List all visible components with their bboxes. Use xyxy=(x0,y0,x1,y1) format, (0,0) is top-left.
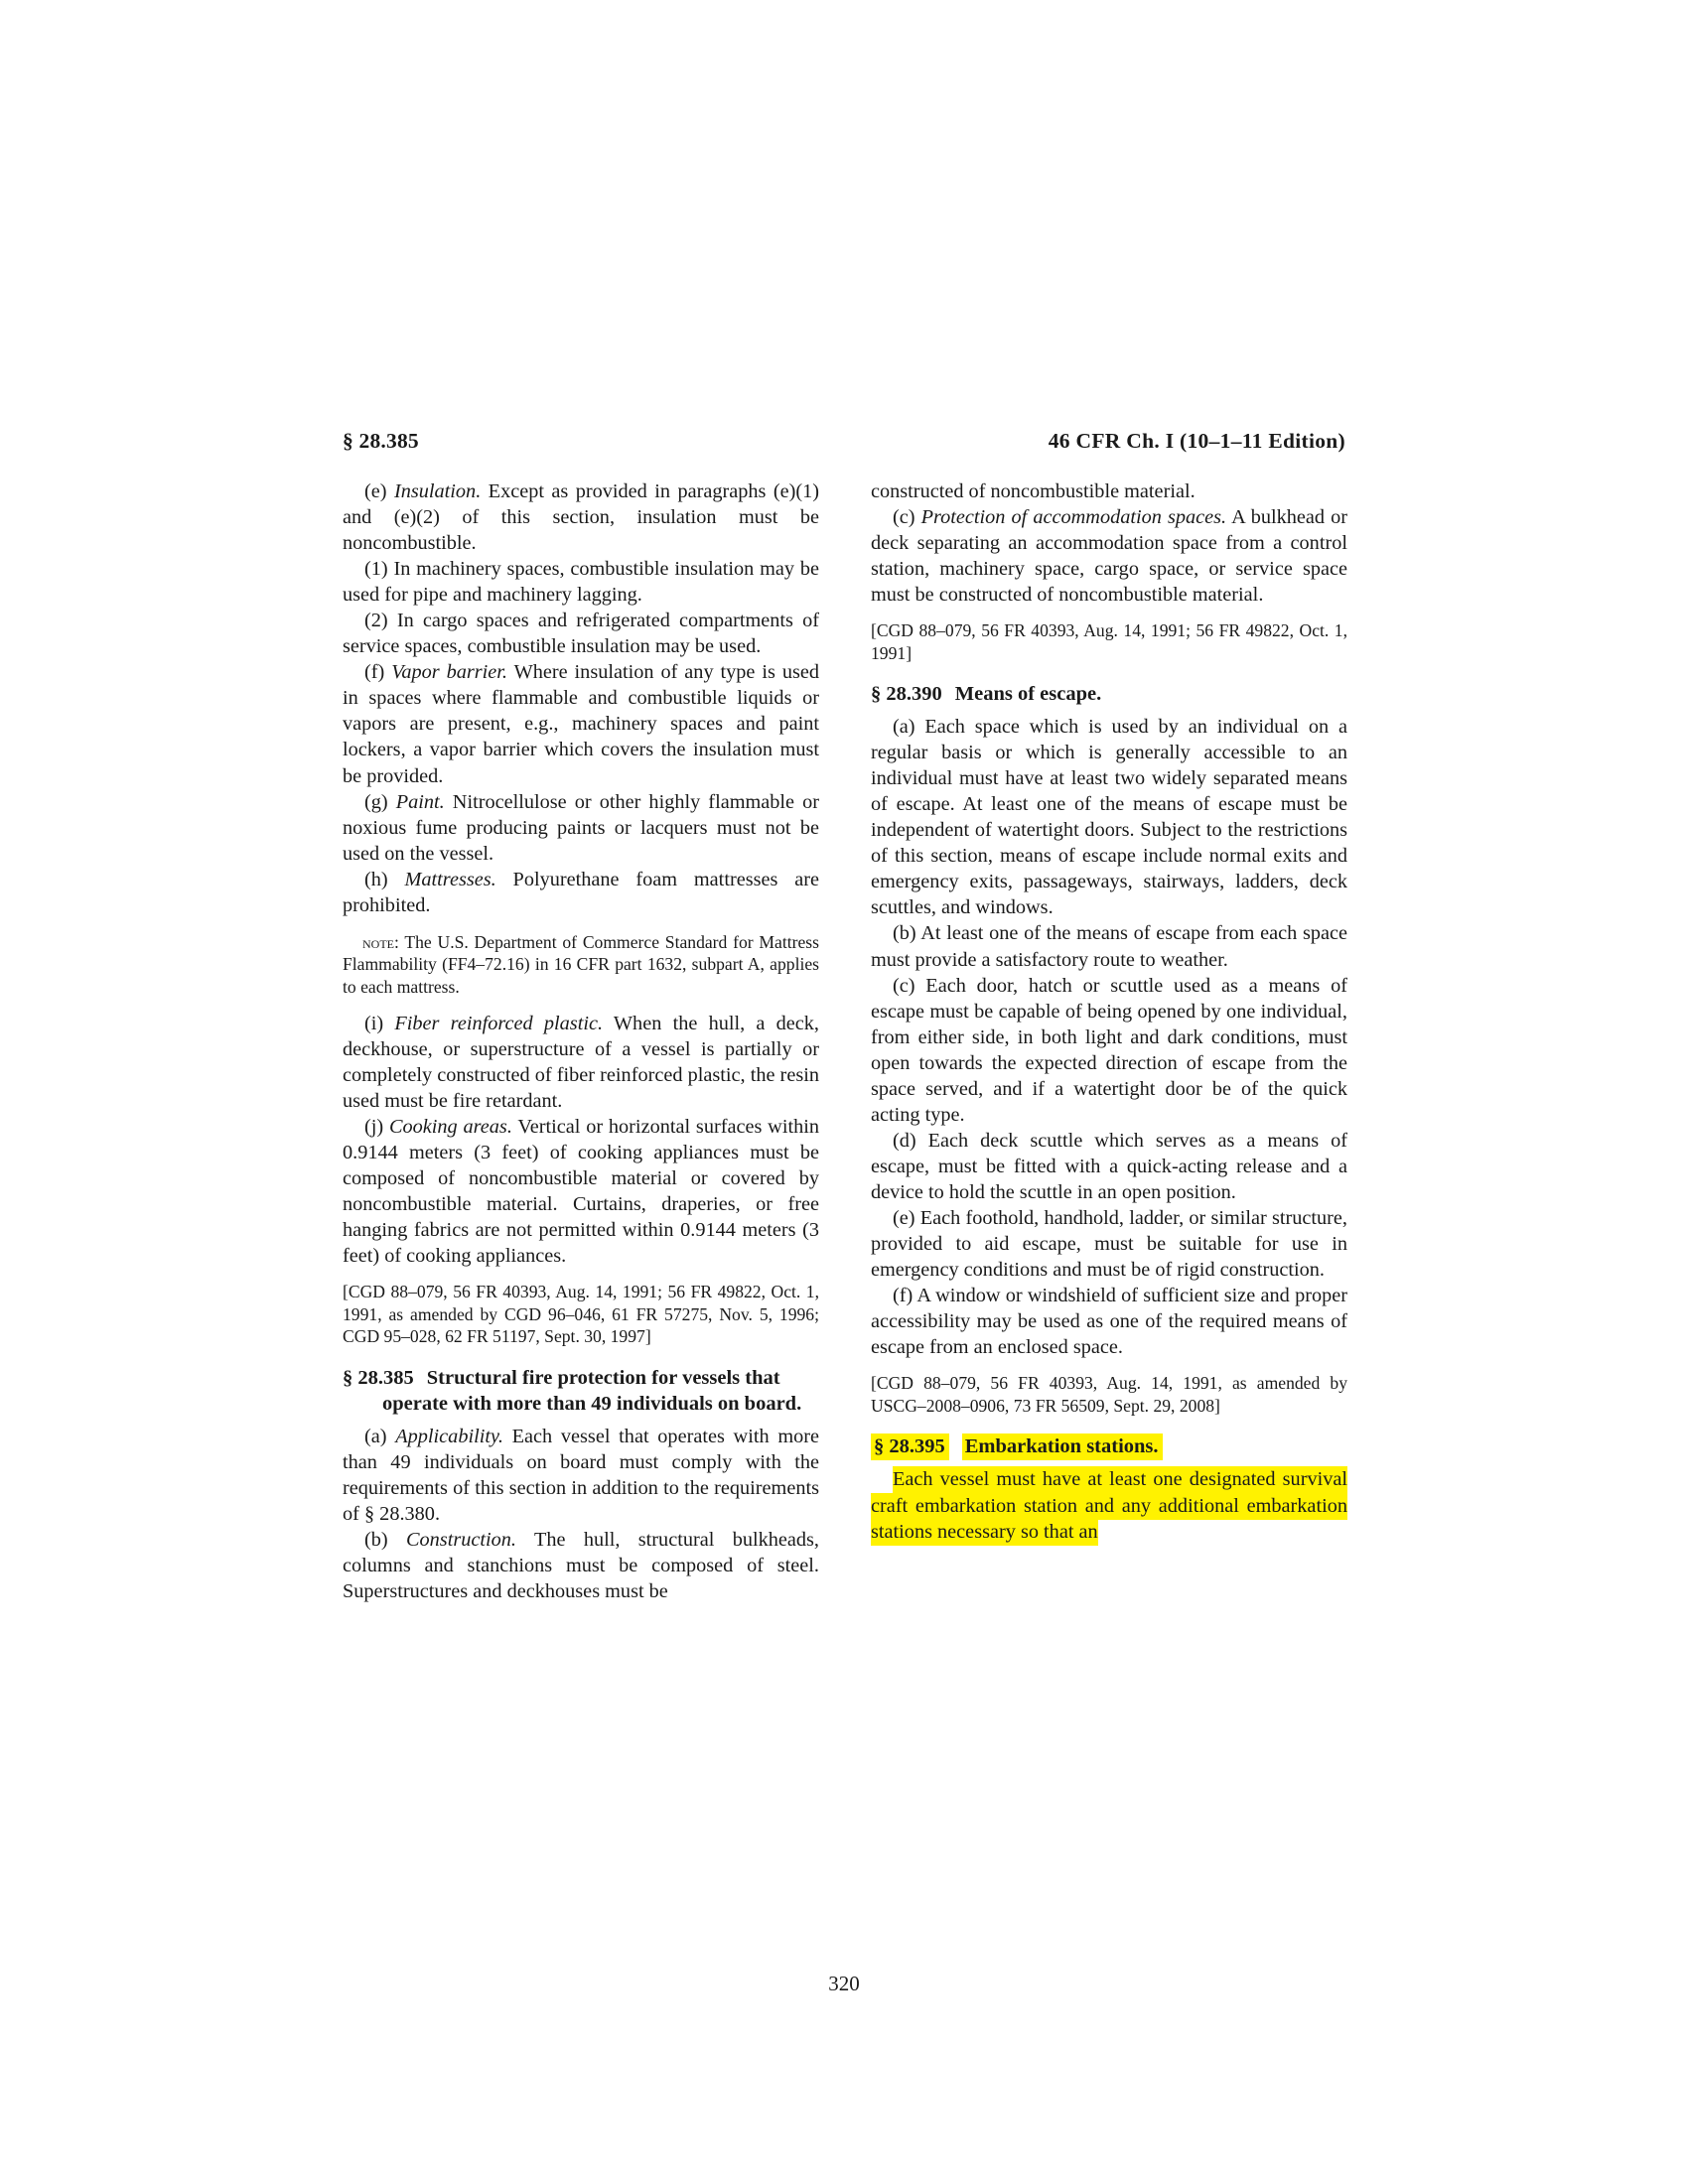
para-text: (2) In cargo spaces and refrigerated compartments of service spaces, combustible insulation may be used. xyxy=(343,610,819,658)
left-column xyxy=(343,478,819,1938)
para-run-in-heading: Fiber reinforced plastic. xyxy=(394,1013,604,1035)
para-label: (f) xyxy=(364,661,385,684)
para-text: Polyurethane foam mattresses are prohibited. xyxy=(343,868,819,916)
para-390-f: (f) A window or windshield of sufficient size and proper accessibility may be used as one of the required means of escape from an enclosed space. xyxy=(871,1285,1347,1359)
para-a-applicability xyxy=(343,1424,819,1527)
section-heading-28-385 xyxy=(343,1365,819,1417)
citation-block: [CGD 88–079, 56 FR 40393, Aug. 14, 1991; 56 FR 49822, Oct. 1, 1991, as amended by CGD 96–046, 61 FR 57275, Nov. 5, 1996; CGD 95–028, 62 FR 51197, Sept. 30, 1997] xyxy=(343,1282,819,1347)
para-390-e: (e) Each foothold, handhold, ladder, or similar structure, provided to aid escape, must be suitable for use in emergency conditions and must be of rigid construction. xyxy=(871,1206,1347,1282)
page-number: 320 xyxy=(828,1972,860,1995)
para-run-in-heading: Insulation. xyxy=(393,480,482,502)
section-title: Structural fire protection for vessels that operate with more than 49 individuals on board. xyxy=(382,1366,802,1415)
para-c-protection xyxy=(871,504,1347,608)
section-title: Embarkation stations. xyxy=(962,1433,1163,1460)
para-text: Except as provided in paragraphs (e)(1) and (e)(2) of this section, insulation must be noncombustible. xyxy=(343,480,819,555)
right-column xyxy=(871,478,1347,1938)
para-run-in-heading: Construction. xyxy=(406,1528,516,1551)
note-block xyxy=(343,931,819,998)
citation-block-2: [CGD 88–079, 56 FR 40393, Aug. 14, 1991, as amended by USCG–2008–0906, 73 FR 56509, Sept. 29, 2008] xyxy=(871,1373,1347,1416)
para-text: When the hull, a deck, deckhouse, or superstructure of a vessel is partially or completely constructed of fiber reinforced plastic, the resin used must be fire retardant. xyxy=(343,1013,820,1113)
para-e-1 xyxy=(343,556,819,608)
para-i-frp xyxy=(343,1011,819,1114)
section-heading-28-395 xyxy=(871,1433,1347,1459)
para-e-insulation xyxy=(343,478,819,556)
para-b-construction-continued: constructed of noncombustible material. xyxy=(871,480,1196,502)
para-label: (e) xyxy=(364,480,387,502)
para-label: (h) xyxy=(364,868,388,890)
para-label: (c) xyxy=(893,506,915,529)
running-head-edition: 46 CFR Ch. I (10–1–11 Edition) xyxy=(1048,429,1345,453)
citation-block-1: [CGD 88–079, 56 FR 40393, Aug. 14, 1991; 56 FR 49822, Oct. 1, 1991] xyxy=(871,620,1347,663)
para-text: Each vessel that operates with more than 49 individuals on board must comply with the requirements of this section in addition to the requirements of § 28.380. xyxy=(343,1425,819,1525)
note-text: The U.S. Department of Commerce Standard for Mattress Flammability (FF4–72.16) in 16 CFR part 1632, subpart A, applies to each mattress. xyxy=(343,931,819,997)
para-b-construction xyxy=(343,1527,819,1604)
para-390-a: (a) Each space which is used by an individual on a regular basis or which is generally accessible to an individual must have at least two widely separated means of escape. At least one of the means of escape must be independent of watertight doors. Subject to the restrictions of this section, means of escape include normal exits and emergency exits, passageways, stairways, ladders, deck scuttles, and windows. xyxy=(871,716,1347,919)
para-label: (j) xyxy=(364,1116,384,1139)
para-text: Vertical or horizontal surfaces within 0.9144 meters (3 feet) of cooking appliances must be composed of noncombustible material or covered by noncombustible material. Curtains, draperies, or free hanging fabrics are not permitted within 0.9144 meters (3 feet) of cooking appliances. xyxy=(343,1116,819,1268)
para-390-b: (b) At least one of the means of escape from each space must provide a satisfactory route to weather. xyxy=(871,922,1347,971)
para-text: The hull, structural bulkheads, columns and stanchions must be composed of steel. Superstructures and deckhouses must be xyxy=(343,1528,819,1603)
section-number: § 28.395 xyxy=(871,1433,949,1460)
para-run-in-heading: Vapor barrier. xyxy=(391,661,508,684)
note-label: note: xyxy=(362,931,399,952)
para-f-vapor-barrier xyxy=(343,659,819,788)
section-number: § 28.390 xyxy=(871,683,942,706)
para-run-in-heading: Applicability. xyxy=(395,1425,503,1447)
highlighted-text: Each vessel must have at least one designated survival craft embarkation station and any additional embarkation stations necessary so that an xyxy=(871,1466,1347,1546)
para-label: (b) xyxy=(364,1528,388,1551)
para-label: (g) xyxy=(364,790,388,813)
para-run-in-heading: Cooking areas. xyxy=(388,1116,512,1139)
para-run-in-heading: Protection of accommodation spaces. xyxy=(920,506,1227,529)
body-columns xyxy=(343,478,1347,1938)
para-text: Nitrocellulose or other highly flammable or noxious fume producing paints or lacquers must not be used on the vessel. xyxy=(343,790,819,865)
para-label: (i) xyxy=(364,1013,384,1035)
para-label: (a) xyxy=(364,1425,387,1447)
para-j-cooking-areas xyxy=(343,1114,819,1269)
section-heading-28-390 xyxy=(871,681,1347,707)
para-390-d: (d) Each deck scuttle which serves as a means of escape, must be fitted with a quick-acting release and a device to hold the scuttle in an open position. xyxy=(871,1129,1347,1203)
para-run-in-heading: Paint. xyxy=(395,790,445,813)
para-395-intro xyxy=(871,1466,1347,1546)
para-g-paint xyxy=(343,789,819,867)
section-number: § 28.385 xyxy=(343,1366,414,1389)
section-title: Means of escape. xyxy=(954,683,1102,706)
para-text: Where insulation of any type is used in spaces where flammable and combustible liquids or vapors are present, e.g., machinery spaces and paint lockers, a vapor barrier which covers the insulation must be provided. xyxy=(343,661,819,787)
para-run-in-heading: Mattresses. xyxy=(404,868,496,890)
running-head-section-ref: § 28.385 xyxy=(343,429,419,453)
running-head xyxy=(343,429,1345,454)
para-e-2 xyxy=(343,608,819,659)
para-text: (1) In machinery spaces, combustible insulation may be used for pipe and machinery lagging. xyxy=(343,558,819,607)
para-h-mattresses xyxy=(343,867,819,918)
para-text: A bulkhead or deck separating an accommodation space from a control station, machinery space, cargo space, or service space must be constructed of noncombustible material. xyxy=(871,506,1347,607)
para-390-c: (c) Each door, hatch or scuttle used as a means of escape must be capable of being opened by one individual, from either side, in both light and dark conditions, must open towards the expected direction of escape from the space served, and if a watertight door be of the quick acting type. xyxy=(871,974,1347,1126)
